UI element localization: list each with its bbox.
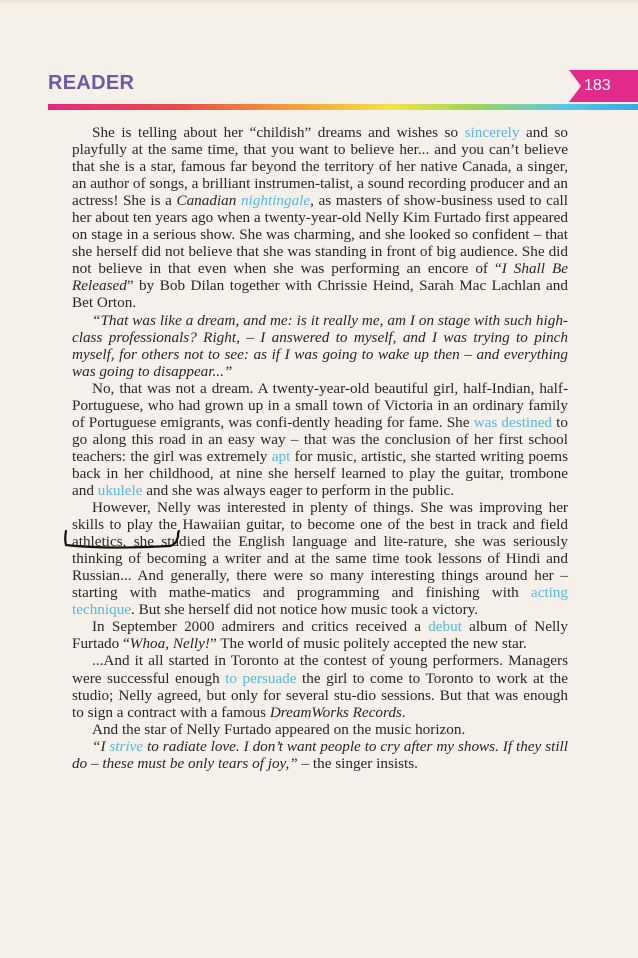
highlighted-term: was destined — [473, 413, 553, 431]
page-number: 183 — [584, 77, 611, 94]
text-run: “I — [92, 737, 110, 755]
highlighted-term: apt — [271, 447, 291, 465]
paragraph — [72, 499, 568, 618]
text-run: ” by Bob Dilan together with Chrissie Heind, Sarah Mac Lachlan and Bet Orton. — [72, 277, 568, 312]
text-run: for music, artistic, she started writing poems back in her childhood, at nine she herself learned to play the guitar, trombone and — [72, 447, 568, 499]
text-run: the girl to come to Toronto to work at the studio; Nelly agreed, but only for several stu-dio sessions. But that was enough to sign a contract with a famous — [72, 669, 569, 721]
paragraph — [72, 738, 568, 772]
text-run: to radiate love. I don’t want people to cry after my shows. If they still do – these must be only tears of joy,” — [72, 737, 568, 772]
highlighted-term: nightingale — [240, 192, 311, 210]
text-run: . But she herself did not notice how music took a victory. — [131, 601, 479, 619]
text-run: , as masters of show-business used to call her about ten years ago when a twenty-year-old Nelly Kim Furtado first appeared on stage in a serious show. She was charming, and she looked so confident – that she herself did not believe that she was standing in front of big audience. She did not believe in that even when she was performing an encore of “ — [72, 192, 568, 278]
paragraph — [72, 312, 568, 380]
text-run: “That was like a dream, and me: is it really me, am I on stage with such high-class professionals? Right, – I answered to myself, and I was trying to pinch myself, for others not to see: as if I was going to wake up then – and everything was going to disappear...” — [72, 311, 568, 380]
text-run: And the star of Nelly Furtado appeared on the music horizon. — [92, 720, 466, 738]
text-run: . — [401, 703, 406, 721]
highlighted-term: acting technique — [72, 584, 568, 619]
highlighted-term: debut — [428, 618, 462, 636]
handwritten-underline — [62, 527, 184, 555]
page-top-edge — [0, 0, 638, 5]
text-run: However, Nelly was interested in plenty of things. She was improving her skills to play the Hawaiian guitar, to become one of the best in track and field athletics, she studied the English language and lite-rature, she was seriously thinking of becoming a writer and at the same time took lessons of Hindi and Russian... And generally, there were so many interesting things around her – starting with mathe-matics and programming and finishing with — [72, 499, 568, 602]
text-run: and so playfully at the same time, that you want to believe her... and you can’t believe that she is a star, famous far beyond the territory of her native Canada, a singer, an author of songs, a brilliant instrumen-talist, a sound recording producer and an actress! She is a — [72, 124, 568, 210]
text-run: I Shall Be Released — [72, 260, 569, 295]
text-run: No, that was not a dream. A twenty-year-old beautiful girl, half-Indian, half-Portuguese, who had grown up in a small town of Victoria in an ordinary family of Portuguese emigrants, was confi-dently heading for fame. She — [72, 379, 568, 431]
text-run: – the singer insists. — [297, 754, 418, 772]
highlighted-term: sincerely — [464, 124, 520, 141]
text-run: DreamWorks Records — [269, 703, 402, 721]
highlighted-term: strive — [109, 737, 144, 755]
text-run: and she was always eager to perform in the public. — [142, 481, 455, 499]
section-title: READER — [48, 72, 135, 94]
text-run: ...And it all started in Toronto at the contest of young performers. Managers were successful enough — [72, 652, 568, 687]
text-run: She is telling about her “childish” dreams and wishes so — [92, 124, 465, 141]
text-run: album of Nelly Furtado “ — [72, 618, 568, 653]
article-body — [72, 124, 568, 772]
highlighted-term: ukulele — [97, 481, 143, 499]
text-run: ” The world of music politely accepted the new star. — [209, 635, 527, 653]
rainbow-divider — [48, 104, 638, 110]
paragraph — [72, 124, 568, 312]
paragraph — [72, 652, 568, 720]
text-run: to go along this road in an easy way – that was the conclusion of her first school teachers: the girl was extremely — [72, 413, 568, 465]
text-run: Whoa, Nelly! — [129, 635, 210, 653]
paragraph — [72, 618, 568, 652]
text-run: Canadian — [176, 192, 241, 210]
paragraph — [72, 721, 568, 738]
text-run: In September 2000 admirers and critics received a — [92, 618, 429, 636]
highlighted-term: to persuade — [225, 669, 297, 687]
paragraph — [72, 380, 568, 499]
